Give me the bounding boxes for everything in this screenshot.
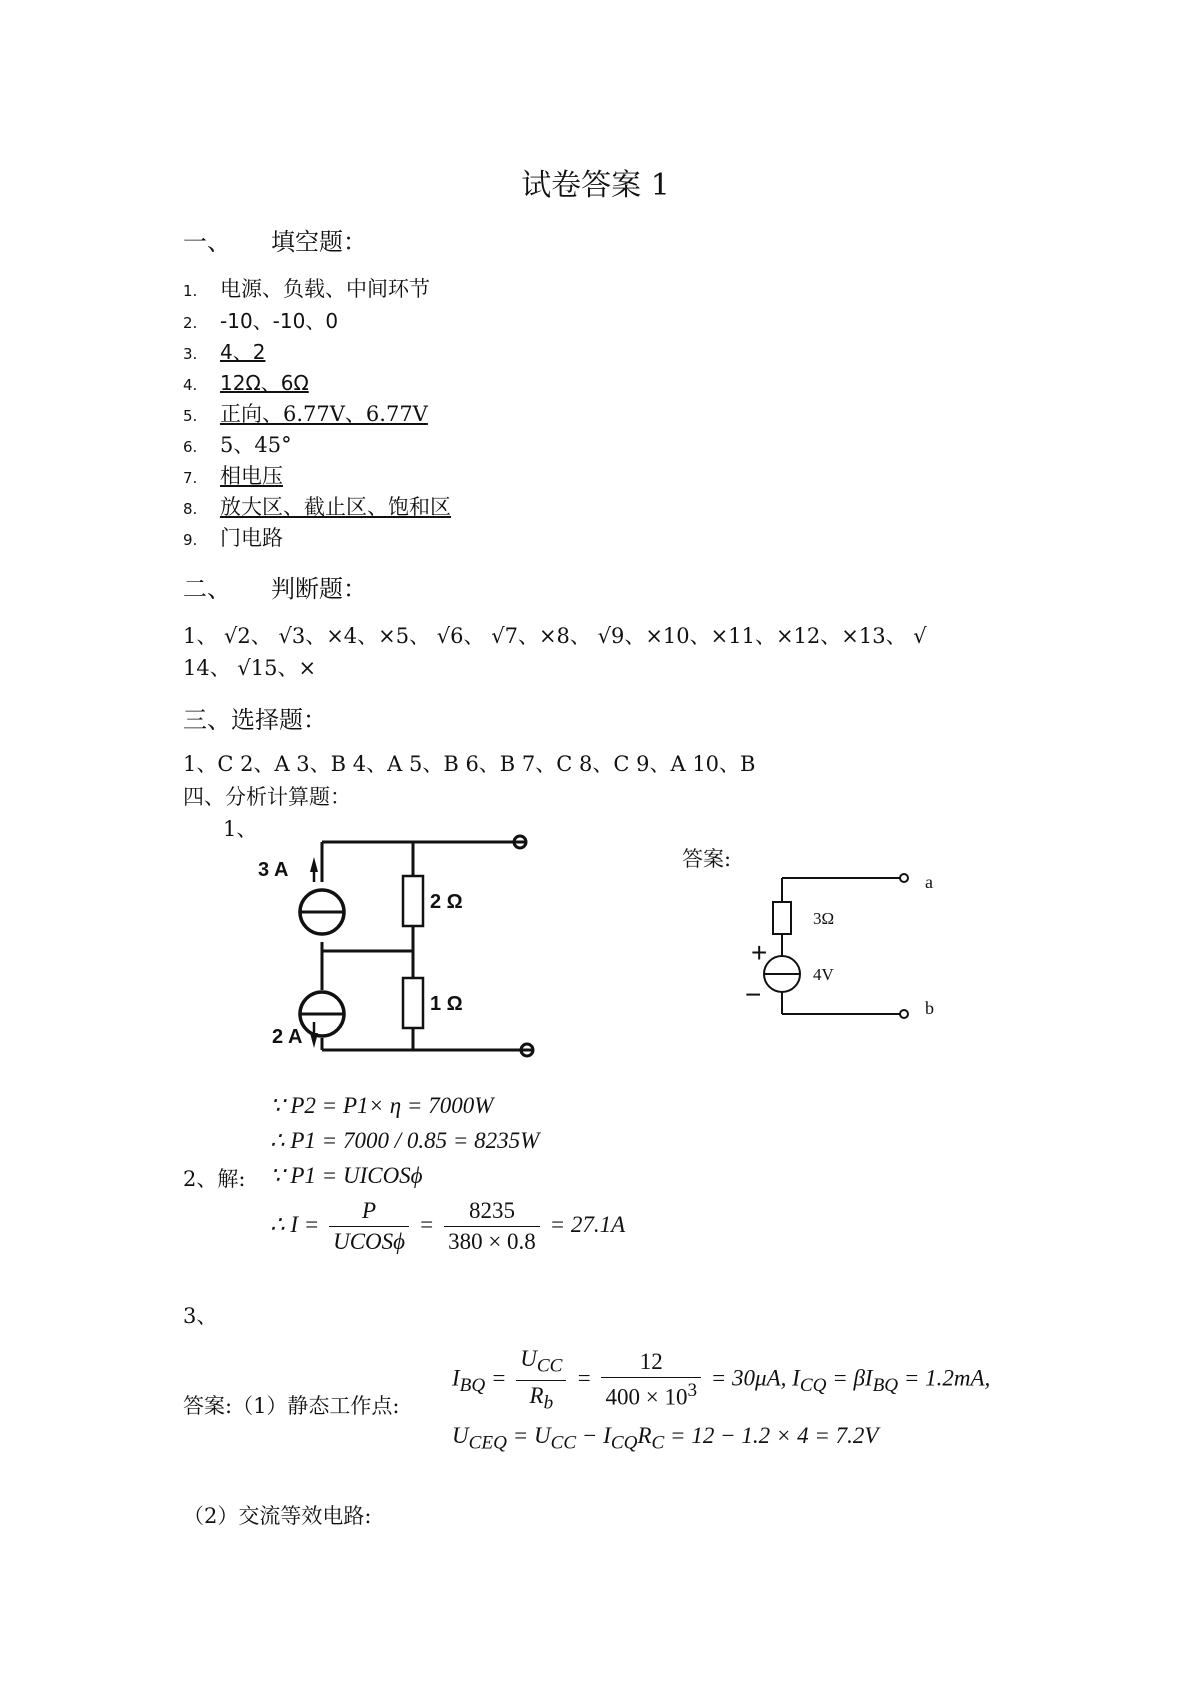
choice-answers: 1、C 2、A 3、B 4、A 5、B 6、B 7、C 8、C 9、A 10、B xyxy=(183,752,756,776)
list-item: 2. -10、-10、0 xyxy=(183,309,339,333)
terminal-label-b: b xyxy=(925,998,934,1018)
equation: ∵ P1 = UICOSϕ xyxy=(270,1163,423,1188)
section-heading-choice: 三、选择题： xyxy=(183,706,327,734)
equation-collector-voltage: $U_{CEQ} = U_{CC} - I_{CQ}R_C = 12 - 1.2 \times 4 = 7.2V$ xyxy=(452,1423,879,1454)
list-item: 6. 5、45° xyxy=(183,433,292,457)
terminal-label-a: a xyxy=(925,872,933,892)
equation: ∵ P2 = P1× η = 7000W xyxy=(270,1093,494,1118)
list-item: 8. 放大区、截止区、饱和区 xyxy=(183,495,451,519)
equation: ∴ P1 = 7000 / 0.85 = 8235W xyxy=(270,1128,540,1153)
resistor-label: 3Ω xyxy=(813,909,835,928)
judge-answers-line-1: 1、 √2、 √3、×4、×5、 √6、 √7、×8、 √9、×10、×11、×12、×13、 √ xyxy=(183,624,927,648)
equation-quiescent-current: $I_{BQ}$ = $\frac{U_{CC}}{R_b}$ = $\frac{12}{400 \times 10^3}$ = 30μA, $I_{CQ} = \beta I_{BQ} = 1.2mA$, xyxy=(452,1346,991,1414)
source-current-label: 3 A xyxy=(258,859,289,881)
page-title: 试卷答案 1 xyxy=(521,168,670,203)
question-number: 3、 xyxy=(183,1304,218,1328)
fraction: $\frac{12}{400 \times 10^3}$ xyxy=(601,1349,701,1411)
resistor-label: 2 Ω xyxy=(430,891,463,913)
minus-sign: − xyxy=(745,979,762,1010)
list-item: 1. 电源、负载、中间环节 xyxy=(183,277,430,301)
question-number: 1、 xyxy=(223,817,258,841)
sub-question-label: （2）交流等效电路: xyxy=(183,1504,372,1528)
section-number: 一、 xyxy=(183,228,231,256)
equivalent-circuit-diagram xyxy=(735,868,945,1028)
list-item: 7. 相电压 xyxy=(183,464,283,488)
list-item: 9. 门电路 xyxy=(183,526,283,550)
fraction: $\frac{U_{CC}}{R_b}$ xyxy=(516,1346,566,1414)
judge-answers-line-2: 14、 √15、× xyxy=(183,656,317,680)
resistor-label: 1 Ω xyxy=(430,993,463,1015)
section-number: 二、 xyxy=(183,575,231,603)
answer-label: 答案: xyxy=(682,847,732,871)
answer-label: 答案:（1）静态工作点: xyxy=(183,1394,400,1418)
voltage-label: 4V xyxy=(813,965,834,984)
fraction: $\frac{P}{\text{UCOSϕ}}$ xyxy=(329,1198,409,1255)
question-number: 2、解: xyxy=(183,1167,246,1191)
list-item: 3. 4、2 xyxy=(183,340,266,364)
section-label: 填空题： xyxy=(271,228,367,256)
current-source-circuit-diagram xyxy=(250,830,550,1070)
section-label: 判断题： xyxy=(271,575,367,603)
list-item: 5. 正向、6.77V、6.77V xyxy=(183,402,428,426)
list-item: 4. 12Ω、6Ω xyxy=(183,371,309,395)
source-current-label: 2 A xyxy=(272,1026,303,1048)
fraction: $\frac{8235}{380 \times 0.8}$ xyxy=(444,1198,540,1255)
section-heading-judge xyxy=(183,569,367,604)
plus-sign: + xyxy=(751,937,768,968)
section-heading-calc: 四、分析计算题： xyxy=(183,785,351,809)
section-heading-fill xyxy=(183,222,367,257)
equation-current: ∴ I = $\frac{P}{\text{UCOSϕ}}$ = $\frac{8235}{380 \times 0.8}$ = 27.1A xyxy=(270,1198,626,1254)
